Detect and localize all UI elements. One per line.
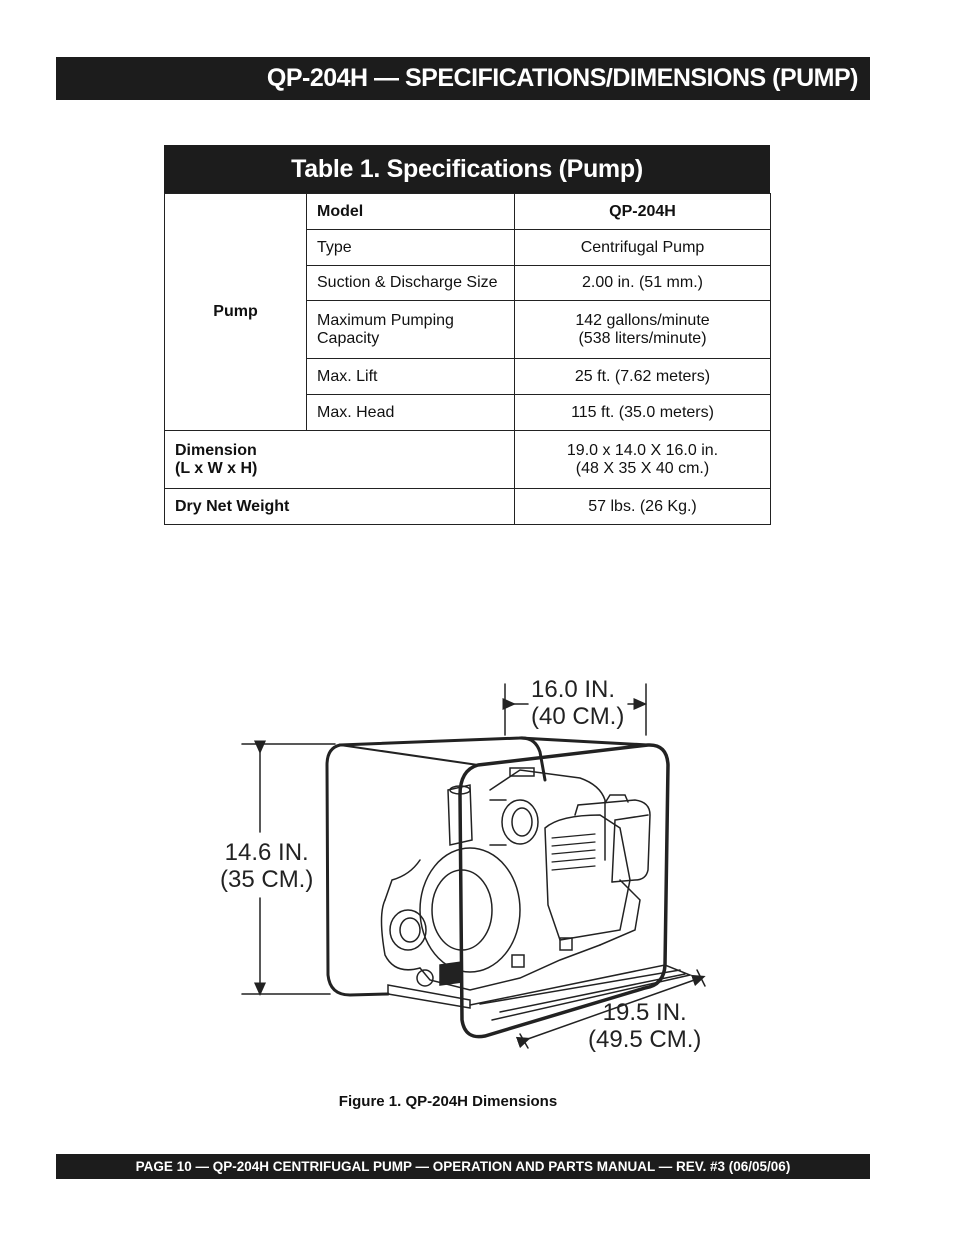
dimension-label-line: (L x W x H) [175,459,258,477]
row-value-line: 142 gallons/minute [575,311,710,329]
row-label: Max. Lift [307,359,515,395]
dimension-value [515,431,771,489]
width-dimension-line: (40 CM.) [531,703,625,730]
row-value-line: (538 liters/minute) [578,329,707,347]
spec-table-body [164,193,771,525]
row-label: Max. Head [307,395,515,431]
width-dimension-line: 16.0 IN. [531,676,616,703]
spec-table [164,145,770,525]
page-title-text: QP-204H — SPECIFICATIONS/DIMENSIONS (PUMP) [266,64,858,92]
height-dimension-line: (35 CM.) [220,866,314,893]
table-row [165,194,771,230]
figure-caption: Figure 1. QP-204H Dimensions [338,1093,558,1110]
length-dimension-line: (49.5 CM.) [588,1026,702,1053]
length-dimension-line: 19.5 IN. [602,999,687,1026]
row-label [307,301,515,359]
dimension-value-line: 19.0 x 14.0 X 16.0 in. [566,441,719,459]
row-value: 25 ft. (7.62 meters) [515,359,771,395]
row-label-line: Maximum Pumping [317,311,454,329]
weight-label: Dry Net Weight [165,489,515,525]
height-dimension-label [220,839,313,893]
group-label-pump: Pump [165,194,307,431]
row-value: 115 ft. (35.0 meters) [515,395,771,431]
row-label: Suction & Discharge Size [307,266,515,301]
weight-value: 57 lbs. (26 Kg.) [515,489,771,525]
table-row [165,489,771,525]
row-value [515,301,771,359]
length-extension-line [697,970,705,986]
page-title [56,57,870,100]
page-footer [56,1154,870,1179]
dimension-label [165,431,515,489]
table-row [165,431,771,489]
table-caption: Table 1. Specifications (Pump) [164,145,770,193]
length-extension-line [520,1034,528,1048]
row-value: QP-204H [515,194,771,230]
dimension-value-line: (48 X 35 X 40 cm.) [575,459,710,477]
row-label-line: Capacity [317,329,380,347]
footer-text: PAGE 10 — QP-204H CENTRIFUGAL PUMP — OPERATION AND PARTS MANUAL — REV. #3 (06/05/06) [135,1159,791,1174]
dimension-label-line: Dimension [175,441,257,459]
width-dimension-label [531,676,624,730]
length-dimension-label [588,999,701,1053]
row-value: 2.00 in. (51 mm.) [515,266,771,301]
row-value: Centrifugal Pump [515,230,771,266]
height-dimension-line: 14.6 IN. [224,839,309,866]
row-label: Type [307,230,515,266]
row-label: Model [307,194,515,230]
